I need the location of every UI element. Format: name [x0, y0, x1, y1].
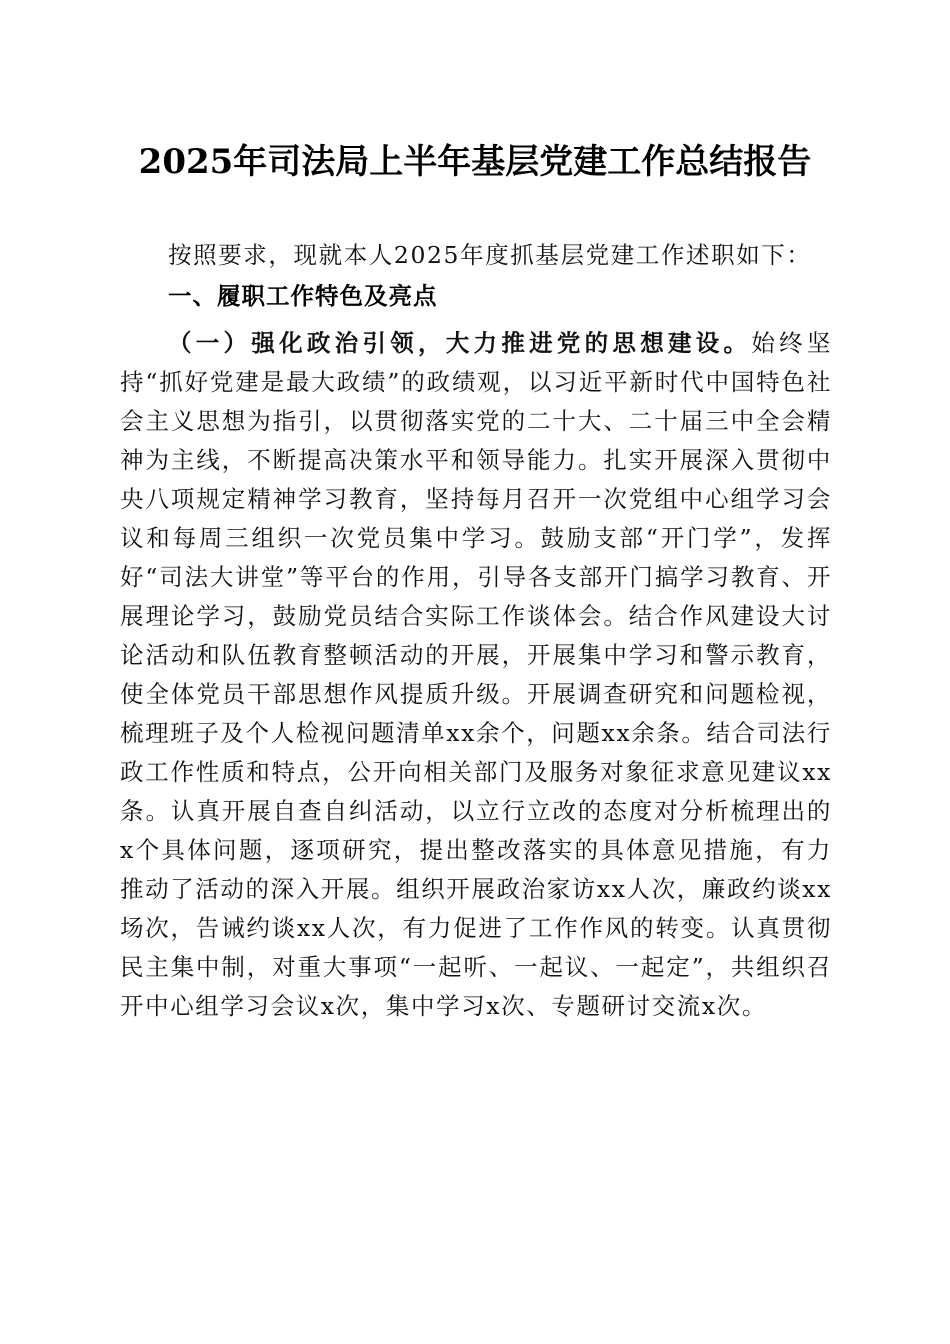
- section-heading: 一、履职工作特色及亮点: [168, 282, 438, 310]
- paragraph-lead: （一）强化政治引领，大力推进党的思想建设。: [168, 329, 752, 357]
- paragraph-body: 始终坚持“抓好党建是最大政绩”的政绩观，以习近平新时代中国特色社会主义思想为指引，以贯彻落实党的二十大、二十届三中全会精神为主线，不断提高决策水平和领导能力。扎实开展深入贯彻中央八项规定精神学习教育，坚持每月召开一次党组中心组学习会议和每周三组织一次党员集中学习。鼓励支部“开门学”，发挥好“司法大讲堂”等平台的作用，引导各支部开门搞学习教育、开展理论学习，鼓励党员结合实际工作谈体会。结合作风建设大讨论活动和队伍教育整顿活动的开展，开展集中学习和警示教育，使全体党员干部思想作风提质升级。开展调查研究和问题检视，梳理班子及个人检视问题清单xx余个，问题xx余条。结合司法行政工作性质和特点，公开向相关部门及服务对象征求意见建议xx条。认真开展自查自纠活动，以立行立改的态度对分析梳理出的x个具体问题，逐项研究，提出整改落实的具体意见措施，有力推动了活动的深入开展。组织开展政治家访xx人次，廉政约谈xx场次，告诫约谈xx人次，有力促进了工作作风的转变。认真贯彻民主集中制，对重大事项“一起听、一起议、一起定”，共组织召开中心组学习会议x次，集中学习x次、专题研讨交流x次。: [120, 329, 833, 1020]
- body-paragraph: [120, 324, 832, 1026]
- document-title: 2025年司法局上半年基层党建工作总结报告: [138, 142, 812, 182]
- intro-paragraph: 按照要求，现就本人2025年度抓基层党建工作述职如下：: [168, 241, 812, 269]
